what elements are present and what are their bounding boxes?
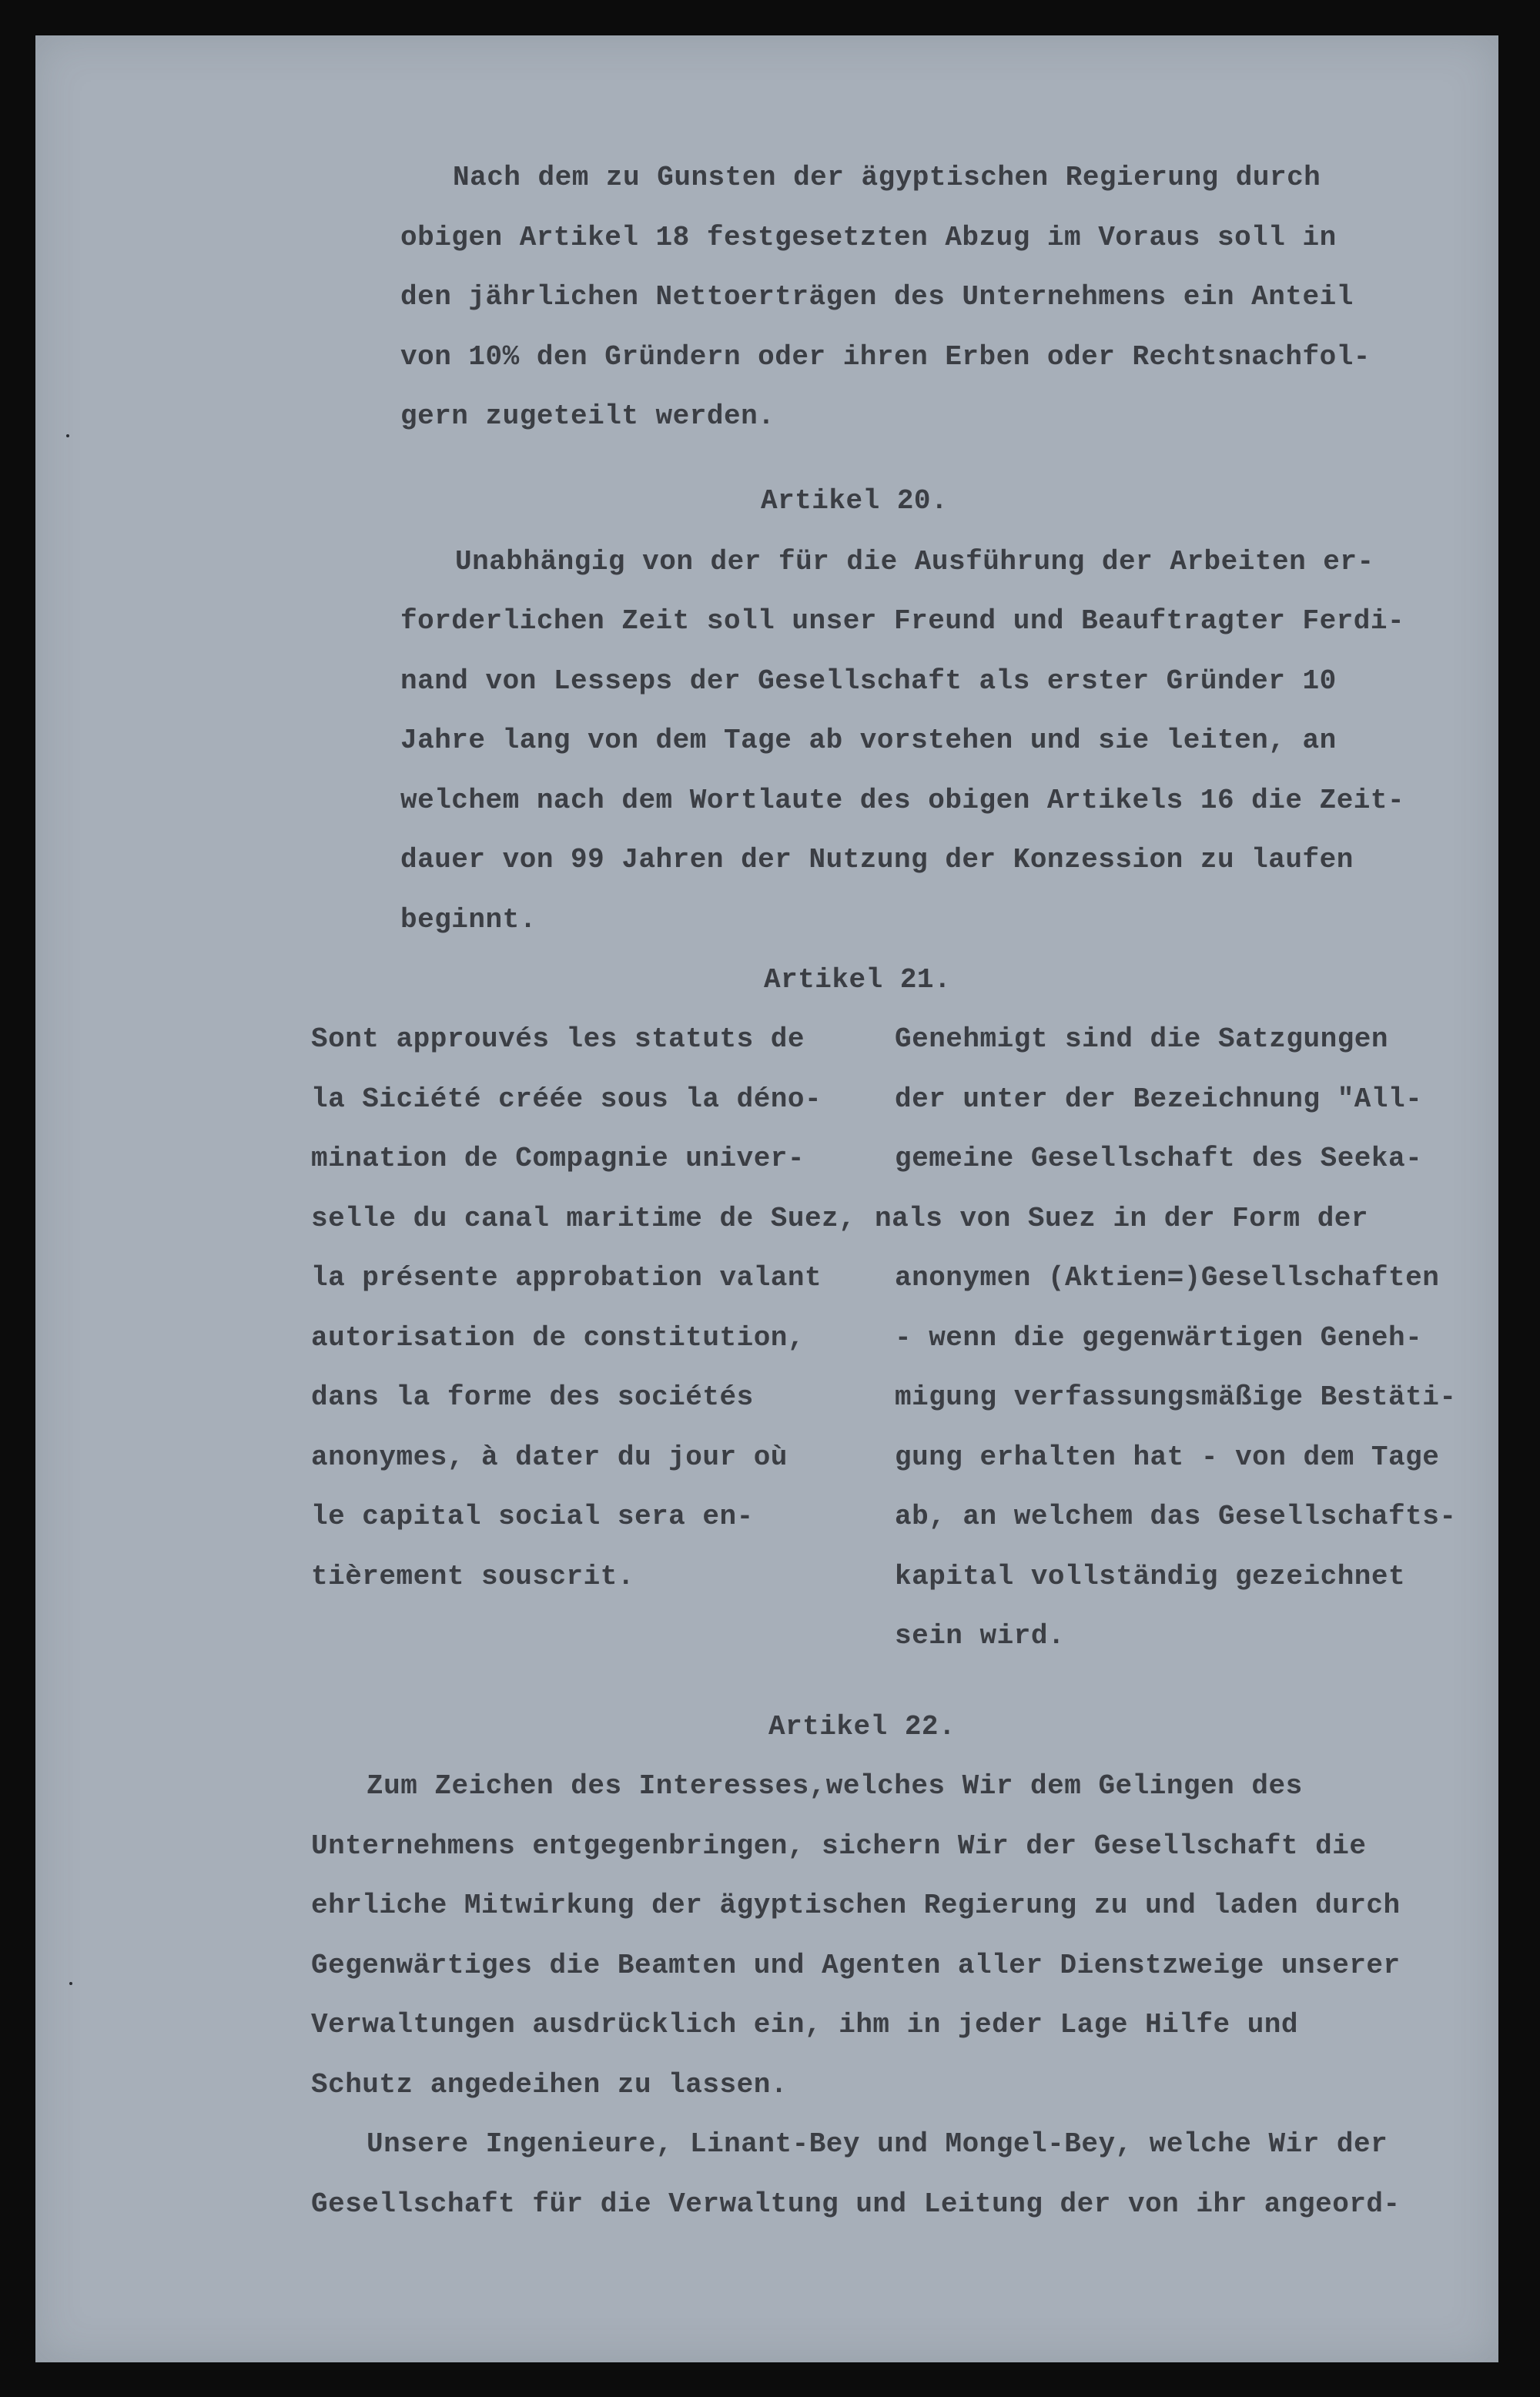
text-line: sein wird. [895,1620,1066,1652]
text-line: der unter der Bezeichnung "All- [895,1083,1423,1115]
text-line: gung erhalten hat - von dem Tage [895,1441,1440,1473]
paper-speck [69,1982,72,1985]
text-line: la Siciété créée sous la déno- [311,1083,822,1115]
text-line: le capital social sera en- [311,1501,754,1532]
text-line: welchem nach dem Wortlaute des obigen Artikels 16 die Zeit- [400,785,1405,816]
text-line: migung verfassungsmäßige Bestäti- [895,1381,1457,1413]
text-line: la présente approbation valant [311,1262,822,1294]
text-line: Schutz angedeihen zu lassen. [311,2069,788,2101]
text-line: gemeine Gesellschaft des Seeka- [895,1143,1423,1174]
text-line: gern zugeteilt werden. [400,400,775,432]
text-line: anonymes, à dater du jour où [311,1441,788,1473]
text-line: kapital vollständig gezeichnet [895,1561,1406,1592]
text-line: ab, an welchem das Gesellschafts- [895,1501,1457,1532]
text-line: Jahre lang von dem Tage ab vorstehen und sie leiten, an [400,725,1337,756]
text-line: Nach dem zu Gunsten der ägyptischen Regierung durch [453,162,1321,193]
text-line: tièrement souscrit. [311,1561,634,1592]
text-line: Unternehmens entgegenbringen, sichern Wir der Gesellschaft die [311,1830,1367,1862]
text-line: Genehmigt sind die Satzgungen [895,1023,1389,1055]
text-line: selle du canal maritime de Suez, [311,1203,856,1234]
text-line: nand von Lesseps der Gesellschaft als erster Gründer 10 [400,665,1337,697]
text-line: obigen Artikel 18 festgesetzten Abzug im Voraus soll in [400,222,1337,253]
text-line: von 10% den Gründern oder ihren Erben oder Rechtsnachfol- [400,341,1371,373]
text-line: forderlichen Zeit soll unser Freund und Beauftragter Ferdi- [400,605,1405,637]
paper-speck [66,434,69,437]
text-line: Unsere Ingenieure, Linant-Bey und Mongel-Bey, welche Wir der [367,2128,1388,2160]
heading-artikel-20: Artikel 20. [761,485,949,517]
document-page [35,35,1498,2362]
text-line: Unabhängig von der für die Ausführung der Arbeiten er- [455,546,1374,577]
text-line: Gegenwärtiges die Beamten und Agenten aller Dienstzweige unserer [311,1950,1401,1981]
text-line: dauer von 99 Jahren der Nutzung der Konzession zu laufen [400,844,1354,875]
text-line: mination de Compagnie univer- [311,1143,805,1174]
text-line: Verwaltungen ausdrücklich ein, ihm in jeder Lage Hilfe und [311,2009,1299,2040]
text-line: - wenn die gegenwärtigen Geneh- [895,1322,1423,1354]
text-line: ehrliche Mitwirkung der ägyptischen Regierung zu und laden durch [311,1890,1401,1921]
text-line: beginnt. [400,904,537,936]
text-line: Zum Zeichen des Interesses,welches Wir dem Gelingen des [367,1770,1303,1802]
text-line: autorisation de constitution, [311,1322,805,1354]
text-line: nals von Suez in der Form der [875,1203,1369,1234]
text-line: anonymen (Aktien=)Gesellschaften [895,1262,1440,1294]
heading-artikel-22: Artikel 22. [768,1711,956,1743]
text-line: den jährlichen Nettoerträgen des Unternehmens ein Anteil [400,281,1354,313]
text-line: Gesellschaft für die Verwaltung und Leitung der von ihr angeord- [311,2188,1401,2220]
text-line: Sont approuvés les statuts de [311,1023,805,1055]
heading-artikel-21: Artikel 21. [764,964,952,996]
text-line: dans la forme des sociétés [311,1381,754,1413]
